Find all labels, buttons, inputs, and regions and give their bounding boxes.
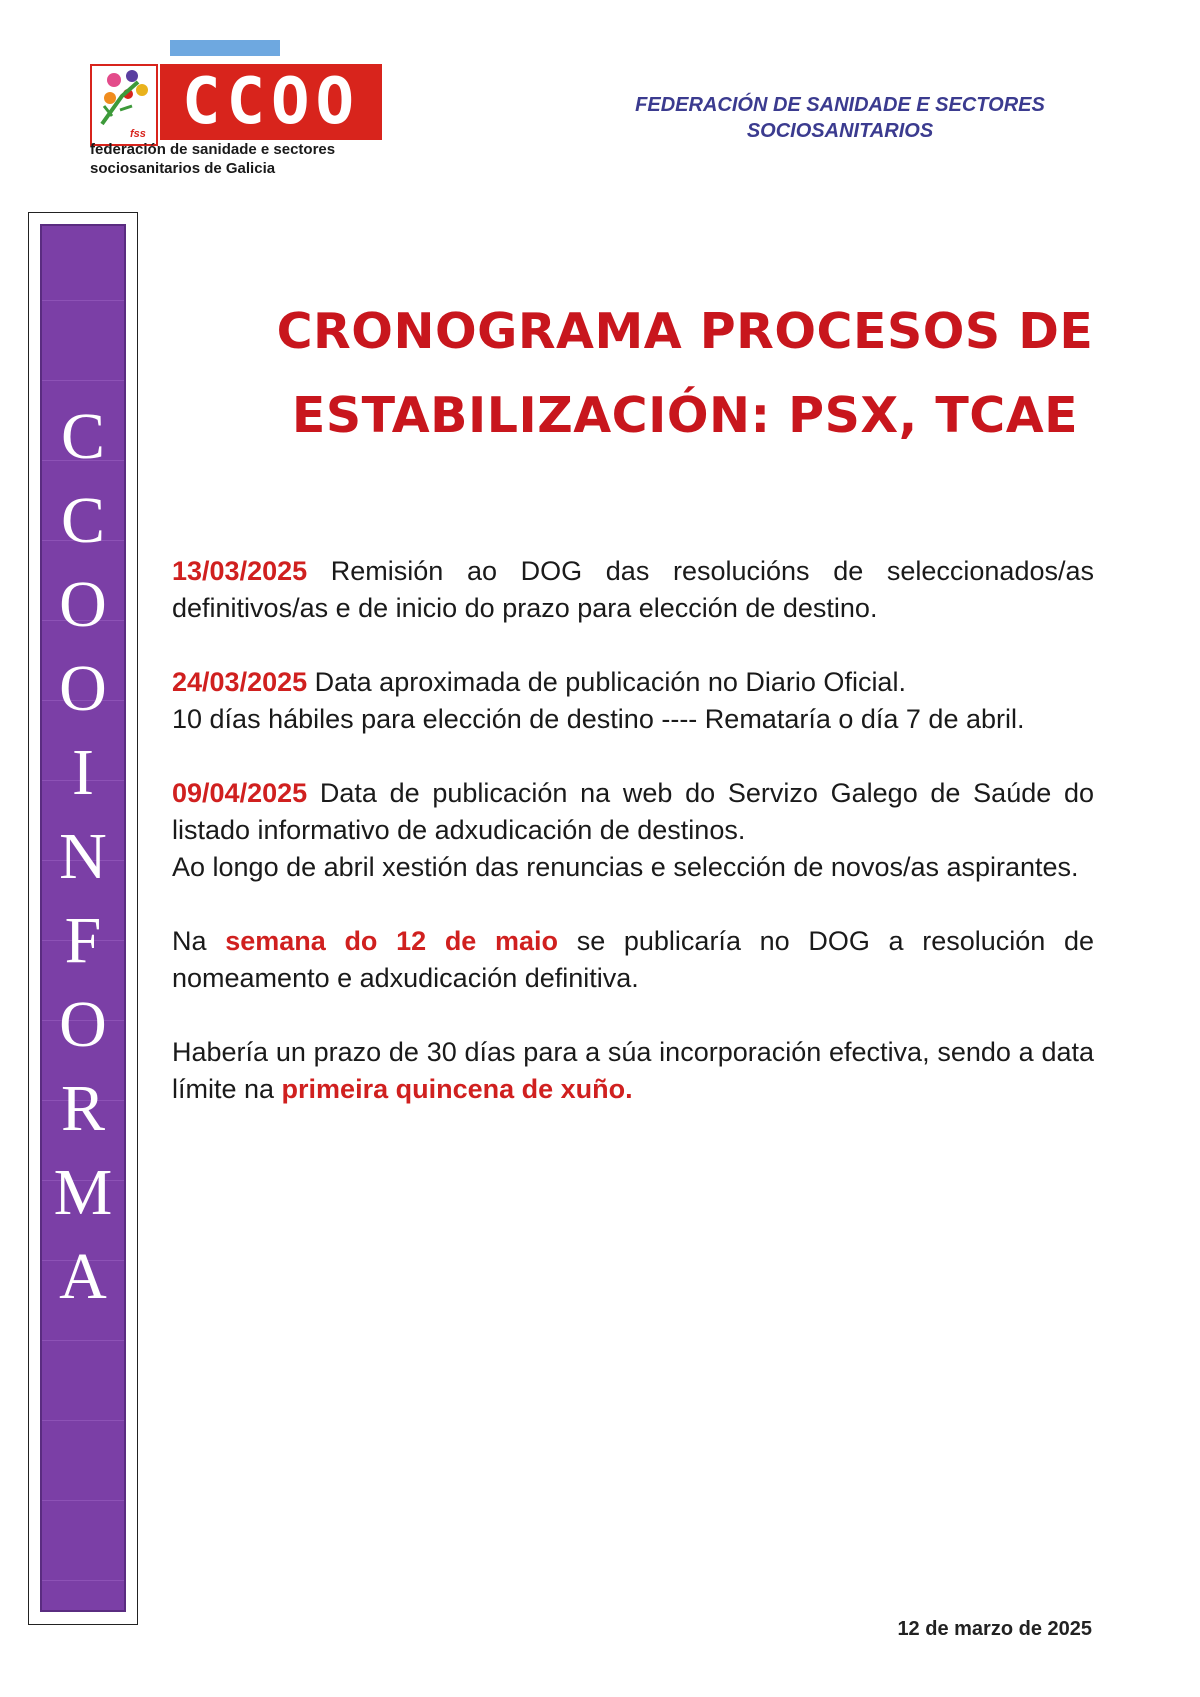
side-band-rule (42, 1340, 124, 1341)
june-note (172, 1034, 1094, 1108)
side-band-rule (42, 1580, 124, 1581)
side-letter: F (64, 904, 102, 977)
federation-header (560, 92, 1120, 144)
side-letter: O (59, 988, 107, 1061)
side-letter: A (59, 1240, 107, 1313)
side-letter: C (60, 400, 106, 473)
schedule-extra: Ao longo de abril xestión das renuncias e selección de novos/as aspirantes. (172, 852, 1079, 882)
side-band-rule (42, 380, 124, 381)
may-note-suffix: se publicaría no DOG a resolución de nomeamento e adxudicación definitiva. (172, 926, 1094, 993)
side-letter: C (60, 484, 106, 557)
federation-line2: SOCIOSANITARIOS (746, 120, 934, 142)
title-line2: ESTABILIZACIÓN: PSX, TCAE (291, 387, 1079, 444)
logo-subtitle-line1: federación de sanidade e sectores (90, 141, 336, 158)
schedule-text: Data aproximada de publicación no Diario Oficial. (307, 667, 906, 697)
title-line1: CRONOGRAMA PROCESOS DE (276, 303, 1094, 360)
side-band-rule (42, 1420, 124, 1421)
side-letter: M (53, 1156, 113, 1229)
logo-wordmark: CCOO (181, 65, 361, 139)
schedule-extra: 10 días hábiles para elección de destino ---- Remataría o día 7 de abril. (172, 704, 1025, 734)
schedule-date: 24/03/2025 (172, 667, 308, 697)
side-letter: N (59, 820, 107, 893)
schedule-date: 13/03/2025 (172, 556, 308, 586)
side-letter: R (60, 1072, 106, 1145)
logo-subtitle (90, 140, 335, 178)
document-title (200, 290, 1170, 458)
schedule-item (172, 775, 1094, 886)
ccoo-logo (90, 40, 410, 185)
schedule-item (172, 664, 1094, 738)
schedule-text: Data de publicación na web do Servizo Galego de Saúde do listado informativo de adxudicación de destinos. (172, 778, 1094, 845)
schedule-text: Remisión ao DOG das resolucións de seleccionados/as definitivos/as e de inicio do prazo para elección de destino. (172, 556, 1094, 623)
may-note-prefix: Na (172, 926, 226, 956)
logo-subtitle-line2: sociosanitarios de Galicia (90, 160, 276, 177)
side-letter: I (72, 736, 94, 809)
schedule-body (172, 553, 1094, 1145)
logo-fss-label: fss (130, 128, 146, 140)
flower-emblem-icon (90, 64, 158, 146)
footer-date: 12 de marzo de 2025 (897, 1618, 1092, 1640)
side-letter: O (59, 568, 107, 641)
logo-blue-bar (170, 40, 280, 56)
federation-line1: FEDERACIÓN DE SANIDADE E SECTORES (635, 94, 1045, 116)
ccoo-informa-vertical (40, 395, 126, 1319)
schedule-item (172, 553, 1094, 627)
june-note-text: Habería un prazo de 30 días para a súa incorporación efectiva, sendo a data límite na (172, 1037, 1094, 1104)
schedule-date: 09/04/2025 (172, 778, 308, 808)
june-note-highlight: primeira quincena de xuño. (281, 1074, 633, 1104)
side-letter: O (59, 652, 107, 725)
side-band-rule (42, 1500, 124, 1501)
may-note (172, 923, 1094, 997)
may-note-highlight: semana do 12 de maio (225, 926, 559, 956)
side-band-rule (42, 300, 124, 301)
